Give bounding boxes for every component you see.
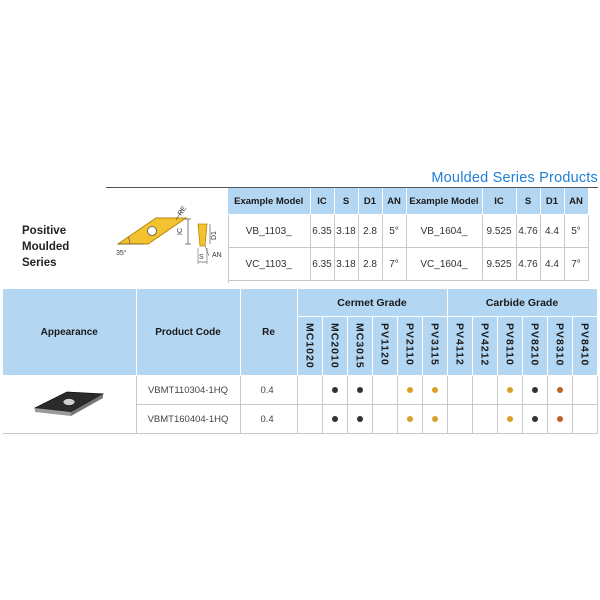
grade-cell <box>572 376 597 405</box>
grade-cell <box>372 376 397 405</box>
header-d1: D1 <box>540 188 564 215</box>
grade-cell <box>297 376 322 405</box>
availability-dot-copper <box>557 387 563 393</box>
product-code-cell: VBMT110304-1HQ <box>136 376 240 405</box>
series-label <box>22 223 69 271</box>
grade-name: PV8110 <box>503 323 516 366</box>
grade-cell <box>372 405 397 434</box>
cell: 4.76 <box>516 248 540 281</box>
header-an: AN <box>564 188 588 215</box>
insert-hole <box>148 227 157 236</box>
insert-photo <box>29 386 109 420</box>
series-label-line: Moulded <box>22 241 70 253</box>
grade-name: PV8310 <box>553 323 566 367</box>
availability-dot-gold <box>432 416 438 422</box>
series-label-line: Series <box>22 257 57 269</box>
insert-side-view <box>198 224 207 246</box>
grade-name: PV1120 <box>378 323 391 366</box>
cell: 5° <box>564 215 588 248</box>
diagram-label-ic: IC <box>177 228 184 235</box>
availability-dot-black <box>532 416 538 422</box>
grade-name: PV4112 <box>453 323 466 366</box>
availability-dot-gold <box>507 387 513 393</box>
grade-header <box>522 317 547 376</box>
grade-header <box>472 317 497 376</box>
page-title: Moulded Series Products <box>431 170 598 186</box>
cell: 7° <box>382 248 406 281</box>
grade-cell <box>497 405 522 434</box>
series-label-line: Positive <box>22 225 67 237</box>
grade-cell <box>447 405 472 434</box>
grade-cell <box>522 405 547 434</box>
appearance-cell <box>3 376 136 434</box>
grade-name: PV8210 <box>528 323 541 367</box>
grade-cell <box>322 376 347 405</box>
availability-dot-gold <box>507 416 513 422</box>
cell: 3.18 <box>334 248 358 281</box>
diagram-label-an: AN <box>212 252 222 259</box>
grade-name: MC3015 <box>353 323 366 369</box>
cell: 2.8 <box>358 215 382 248</box>
table-row <box>3 376 597 405</box>
grade-header <box>347 317 372 376</box>
grade-header <box>322 317 347 376</box>
grade-table <box>3 289 598 434</box>
grade-cell <box>397 376 422 405</box>
header-re: Re <box>240 289 297 376</box>
header-d1: D1 <box>358 188 382 215</box>
grade-cell <box>347 376 372 405</box>
grade-cell <box>397 405 422 434</box>
cell: 4.76 <box>516 215 540 248</box>
re-cell: 0.4 <box>240 405 297 434</box>
availability-dot-gold <box>432 387 438 393</box>
dimension-table <box>228 188 589 281</box>
header-example-model: Example Model <box>406 188 482 215</box>
table-row <box>228 248 588 281</box>
grade-name: PV3115 <box>428 323 441 366</box>
cell: 4.4 <box>540 248 564 281</box>
cell: 9.525 <box>482 248 516 281</box>
availability-dot-gold <box>407 416 413 422</box>
header-s: S <box>334 188 358 215</box>
availability-dot-copper <box>557 416 563 422</box>
insert-diagram-svg <box>106 188 228 283</box>
grade-name: PV2110 <box>403 323 416 366</box>
cell: 9.525 <box>482 215 516 248</box>
grade-cell <box>322 405 347 434</box>
grade-header <box>447 317 472 376</box>
header-an: AN <box>382 188 406 215</box>
grade-name: MC2010 <box>328 323 341 369</box>
header-cermet-grade: Cermet Grade <box>297 289 447 317</box>
grade-cell <box>547 376 572 405</box>
dimension-header-row <box>228 188 588 215</box>
grade-cell <box>472 405 497 434</box>
cell: 6.35 <box>310 215 334 248</box>
header-ic: IC <box>482 188 516 215</box>
availability-dot-gold <box>407 387 413 393</box>
header-example-model: Example Model <box>228 188 310 215</box>
diagram-label-angle: 35° <box>116 250 127 257</box>
cell: 6.35 <box>310 248 334 281</box>
grade-header <box>497 317 522 376</box>
header-ic: IC <box>310 188 334 215</box>
grade-header <box>572 317 597 376</box>
grade-header <box>297 317 322 376</box>
diagram-label-s: S <box>199 254 204 261</box>
re-cell: 0.4 <box>240 376 297 405</box>
cell: 7° <box>564 248 588 281</box>
grade-cell <box>572 405 597 434</box>
cell: VC_1103_ <box>228 248 310 281</box>
grade-header <box>422 317 447 376</box>
grade-cell <box>422 376 447 405</box>
grade-cell <box>422 405 447 434</box>
grade-cell <box>447 376 472 405</box>
header-s: S <box>516 188 540 215</box>
cell: 3.18 <box>334 215 358 248</box>
diagram-label-d1: D1 <box>211 231 218 240</box>
grade-header <box>372 317 397 376</box>
grade-cell <box>472 376 497 405</box>
grade-name: PV4212 <box>478 323 491 367</box>
grade-cell <box>297 405 322 434</box>
header-product-code: Product Code <box>136 289 240 376</box>
grade-cell <box>522 376 547 405</box>
availability-dot-black <box>332 416 338 422</box>
grade-cell <box>347 405 372 434</box>
header-appearance: Appearance <box>3 289 136 376</box>
diagram-label-re: RE <box>176 205 189 218</box>
availability-dot-black <box>357 416 363 422</box>
insert-diagram <box>106 188 229 283</box>
cell: 5° <box>382 215 406 248</box>
cell: 4.4 <box>540 215 564 248</box>
cell: VB_1604_ <box>406 215 482 248</box>
cell: VC_1604_ <box>406 248 482 281</box>
grade-header <box>397 317 422 376</box>
grade-cell <box>547 405 572 434</box>
grade-cell <box>497 376 522 405</box>
grade-name: PV8410 <box>578 323 591 367</box>
product-code-cell: VBMT160404-1HQ <box>136 405 240 434</box>
grade-group-row <box>3 289 597 317</box>
cell: 2.8 <box>358 248 382 281</box>
table-row <box>228 215 588 248</box>
cell: VB_1103_ <box>228 215 310 248</box>
availability-dot-black <box>332 387 338 393</box>
grade-name: MC1020 <box>303 323 316 369</box>
header-carbide-grade: Carbide Grade <box>447 289 597 317</box>
availability-dot-black <box>532 387 538 393</box>
availability-dot-black <box>357 387 363 393</box>
insert-photo-hole <box>63 399 75 406</box>
grade-header <box>547 317 572 376</box>
